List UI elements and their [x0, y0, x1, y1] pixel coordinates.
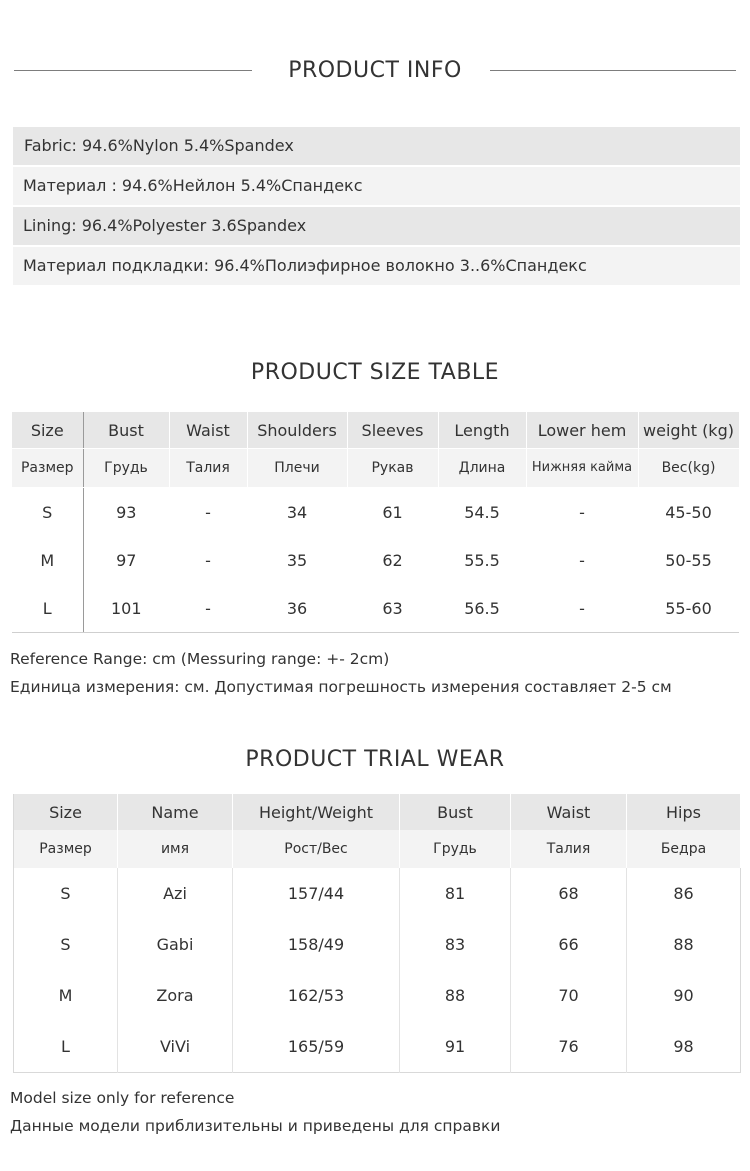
size-cell: M — [12, 536, 83, 584]
waist-cell: - — [205, 550, 211, 570]
product-info-title: PRODUCT INFO — [288, 58, 462, 83]
bust-cell: 101 — [83, 584, 169, 633]
trial-table-header-en — [14, 794, 741, 830]
hips-cell: 88 — [673, 935, 694, 954]
trial-table-header-ru — [14, 830, 741, 868]
height-weight-cell: 157/44 — [233, 868, 400, 919]
shoulders-cell: 35 — [286, 550, 308, 570]
lower-hem-cell: - — [579, 502, 585, 522]
trial-header-ru-name: имя — [118, 830, 233, 868]
trial-header-ru-bust: Грудь — [400, 830, 511, 868]
lower-hem-cell: - — [526, 584, 638, 633]
table-row — [14, 1021, 741, 1073]
trial-header-size: Size — [14, 794, 118, 830]
name-cell: Azi — [118, 868, 233, 919]
sleeves-cell: 63 — [347, 584, 438, 633]
shoulders-cell: 34 — [286, 502, 308, 522]
bust-cell: 88 — [400, 970, 511, 1021]
trial-header-ru-waist: Талия — [511, 830, 627, 868]
size-header-lower-hem: Lower hem — [526, 412, 638, 449]
bust-cell: 91 — [400, 1021, 511, 1073]
size-table-header-en — [12, 412, 739, 449]
trial-header-ru-height-weight: Рост/Вес — [233, 830, 400, 868]
trial-header-bust: Bust — [400, 794, 511, 830]
table-row — [12, 584, 739, 633]
size-note-ru: Единица измерения: см. Допустимая погрешность измерения составляет 2-5 см — [10, 678, 672, 696]
info-row-lining-material: Материал подкладки: 96.4%Полиэфирное волокно 3..6%Спандекс — [13, 247, 740, 285]
size-note-en: Reference Range: cm (Messuring range: +- 2cm) — [10, 650, 390, 668]
table-row — [14, 970, 741, 1021]
size-header-bust: Bust — [83, 412, 169, 449]
size-header-ru-size: Размер — [12, 449, 83, 488]
shoulders-cell: 36 — [247, 584, 347, 633]
waist-cell: 70 — [511, 970, 627, 1021]
size-header-sleeves: Sleeves — [347, 412, 438, 449]
size-cell: M — [14, 970, 118, 1021]
size-table-header-ru — [12, 449, 739, 488]
bust-cell: 93 — [116, 502, 137, 522]
table-row — [12, 536, 739, 584]
info-row-lining: Lining: 96.4%Polyester 3.6Spandex — [13, 207, 740, 245]
info-row-fabric: Fabric: 94.6%Nylon 5.4%Spandex — [13, 127, 740, 165]
info-row-material: Материал : 94.6%Нейлон 5.4%Спандекс — [13, 167, 740, 205]
trial-header-ru-size: Размер — [14, 830, 118, 868]
waist-cell: 68 — [511, 868, 627, 919]
name-cell: Gabi — [118, 919, 233, 970]
size-cell: S — [12, 488, 83, 537]
bust-cell: 83 — [400, 919, 511, 970]
trial-header-waist: Waist — [511, 794, 627, 830]
size-cell: L — [12, 584, 83, 633]
hips-cell: 90 — [673, 986, 694, 1005]
name-cell: ViVi — [118, 1021, 233, 1073]
trial-header-hips: Hips — [627, 794, 741, 830]
size-header-ru-length: Длина — [438, 449, 526, 488]
size-cell: S — [14, 919, 118, 970]
length-cell: 55.5 — [464, 550, 500, 570]
weight-cell: 55-60 — [638, 584, 739, 633]
height-weight-cell: 158/49 — [233, 919, 400, 970]
size-cell: S — [14, 868, 118, 919]
size-header-waist: Waist — [169, 412, 247, 449]
trial-header-height-weight: Height/Weight — [233, 794, 400, 830]
lower-hem-cell: - — [579, 550, 585, 570]
table-row — [14, 868, 741, 919]
product-info-list — [13, 127, 740, 287]
weight-cell: 45-50 — [665, 502, 712, 522]
size-header-ru-waist: Талия — [169, 449, 247, 488]
size-table-title: PRODUCT SIZE TABLE — [250, 360, 500, 385]
height-weight-cell: 165/59 — [233, 1021, 400, 1073]
size-header-ru-shoulders: Плечи — [247, 449, 347, 488]
waist-cell: - — [169, 584, 247, 633]
size-table — [12, 412, 740, 633]
waist-cell: - — [205, 502, 211, 522]
bust-cell: 97 — [116, 550, 137, 570]
trial-note-ru: Данные модели приблизительны и приведены для справки — [10, 1117, 501, 1135]
weight-cell: 50-55 — [665, 550, 712, 570]
sleeves-cell: 62 — [382, 550, 403, 570]
trial-note-en: Model size only for reference — [10, 1089, 235, 1107]
height-weight-cell: 162/53 — [233, 970, 400, 1021]
trial-header-name: Name — [118, 794, 233, 830]
trial-header-ru-hips: Бедра — [627, 830, 741, 868]
size-header-size: Size — [12, 412, 83, 449]
size-header-shoulders: Shoulders — [247, 412, 347, 449]
waist-cell: 66 — [511, 919, 627, 970]
length-cell: 56.5 — [438, 584, 526, 633]
size-header-ru-sleeves: Рукав — [347, 449, 438, 488]
size-header-length: Length — [438, 412, 526, 449]
table-row — [14, 919, 741, 970]
size-header-weight: weight (kg) — [638, 412, 739, 449]
size-header-ru-lower-hem: Нижняя кайма — [526, 449, 638, 488]
bust-cell: 81 — [400, 868, 511, 919]
table-row — [12, 488, 739, 537]
length-cell: 54.5 — [464, 502, 500, 522]
trial-wear-table — [13, 794, 741, 1073]
waist-cell: 76 — [511, 1021, 627, 1073]
size-cell: L — [14, 1021, 118, 1073]
trial-wear-title: PRODUCT TRIAL WEAR — [245, 747, 505, 772]
size-header-ru-bust: Грудь — [83, 449, 169, 488]
size-header-ru-weight: Вес(kg) — [638, 449, 739, 488]
sleeves-cell: 61 — [382, 502, 403, 522]
name-cell: Zora — [118, 970, 233, 1021]
hips-cell: 86 — [673, 884, 694, 903]
hips-cell: 98 — [673, 1037, 694, 1056]
